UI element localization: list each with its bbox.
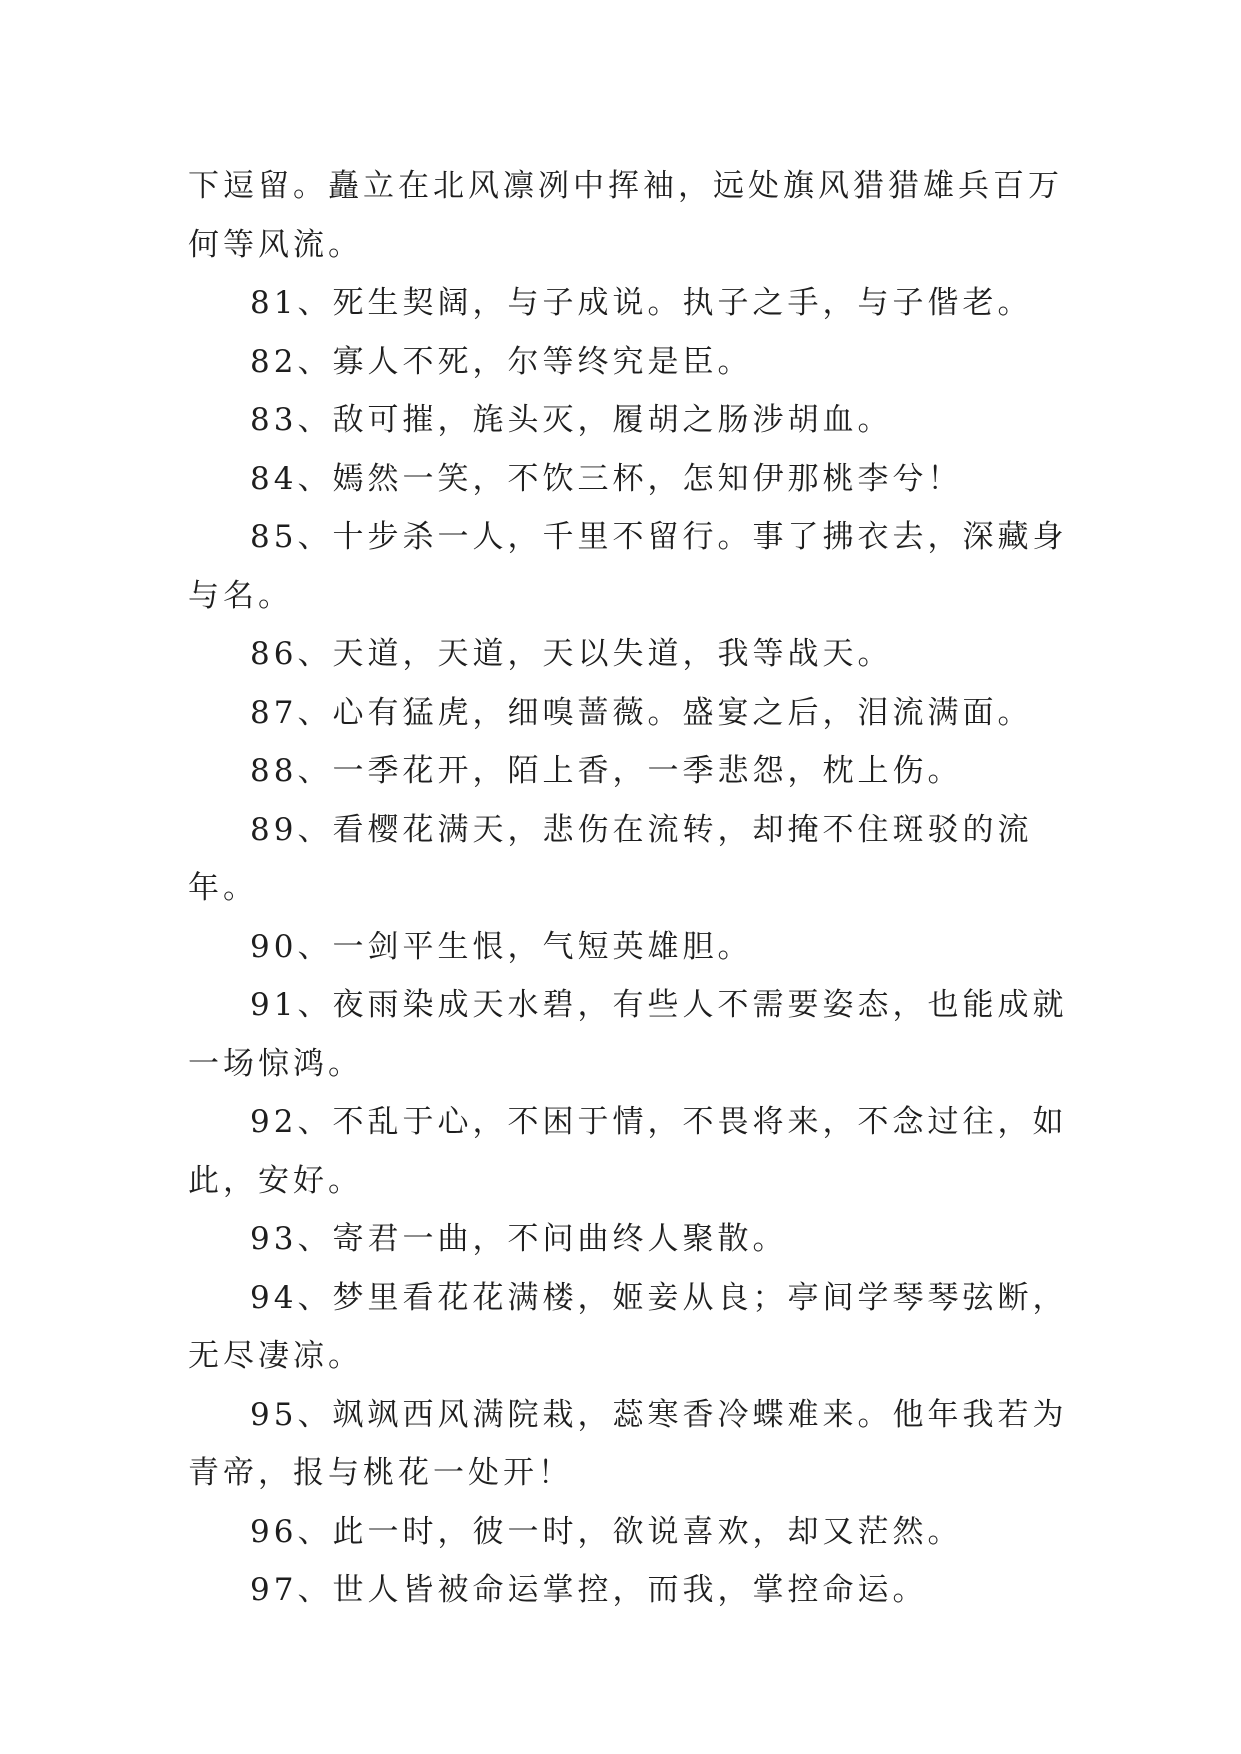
document-body — [188, 157, 1068, 1620]
quote-96: 96、此一时，彼一时，欲说喜欢，却又茫然。 — [250, 1513, 963, 1550]
quote-85: 85、十步杀一人，千里不留行。事了拂衣去，深藏身与名。 — [188, 519, 1068, 614]
quote-84: 84、嫣然一笑，不饮三杯，怎知伊那桃李兮！ — [250, 460, 963, 497]
quote-86: 86、天道，天道，天以失道，我等战天。 — [250, 636, 893, 672]
quote-81: 81、死生契阔，与子成说。执子之手，与子偕老。 — [250, 285, 1033, 321]
quote-89: 89、看樱花满天，悲伤在流转，却掩不住斑驳的流年。 — [188, 811, 1033, 906]
paragraph-continuation: 下逗留。矗立在北风凛冽中挥袖，远处旗风猎猎雄兵百万何等风流。 — [188, 168, 1063, 263]
quote-97: 97、世人皆被命运掌控，而我，掌控命运。 — [250, 1572, 928, 1608]
quote-94: 94、梦里看花花满楼，姬妾从良；亭间学琴琴弦断，无尽凄凉。 — [188, 1279, 1068, 1374]
quote-92: 92、不乱于心，不困于情，不畏将来，不念过往，如此，安好。 — [188, 1104, 1068, 1199]
quote-88: 88、一季花开，陌上香，一季悲怨，枕上伤。 — [250, 753, 963, 789]
quote-87: 87、心有猛虎，细嗅蔷薇。盛宴之后，泪流满面。 — [250, 694, 1033, 731]
quote-90: 90、一剑平生恨，气短英雄胆。 — [250, 928, 753, 965]
quote-91: 91、夜雨染成天水碧，有些人不需要姿态，也能成就一场惊鸿。 — [188, 987, 1068, 1082]
quote-95: 95、飒飒西风满院栽，蕊寒香冷蝶难来。他年我若为青帝，报与桃花一处开！ — [188, 1396, 1068, 1491]
quote-82: 82、寡人不死，尔等终究是臣。 — [250, 343, 753, 380]
quote-83: 83、敌可摧，旄头灭，履胡之肠涉胡血。 — [250, 402, 893, 438]
quote-93: 93、寄君一曲，不问曲终人聚散。 — [250, 1221, 788, 1257]
